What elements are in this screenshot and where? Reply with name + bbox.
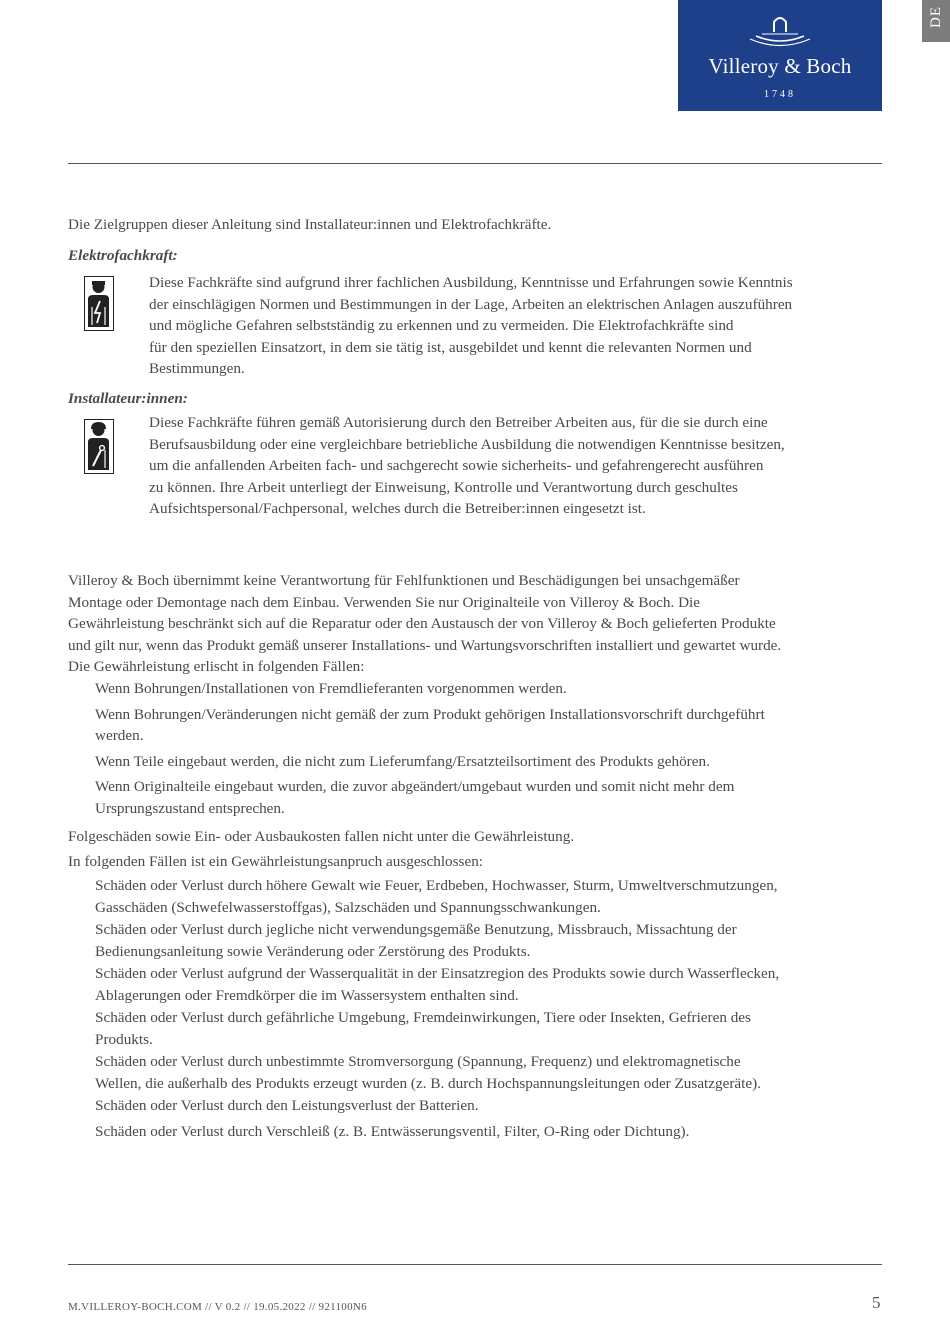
text-line: und gilt nur, wenn das Produkt gemäß unserer Installations- und Wartungsvorschriften installiert und gewartet wurde.: [68, 636, 782, 654]
language-label: DE: [928, 6, 944, 28]
text-line: Schäden oder Verlust durch den Leistungsverlust der Batterien.: [95, 1097, 479, 1114]
footer-text: M.VILLEROY-BOCH.COM // V 0.2 // 19.05.2022 // 921100N6: [68, 1301, 367, 1313]
text-line: Schäden oder Verlust durch höhere Gewalt wie Feuer, Erdbeben, Hochwasser, Sturm, Umweltverschmutzungen,: [95, 877, 778, 894]
intro-text: Die Zielgruppen dieser Anleitung sind Installateur:innen und Elektrofachkräfte.: [68, 216, 552, 233]
brand-logo: [678, 0, 882, 111]
text-line: Schäden oder Verlust durch jegliche nicht verwendungsgemäße Benutzung, Missbrauch, Missachtung der: [95, 921, 737, 938]
brand-year: 1748: [764, 89, 796, 100]
warranty-paragraph: [68, 570, 882, 678]
consequential-text: Folgeschäden sowie Ein- oder Ausbaukosten fallen nicht unter die Gewährleistung.: [68, 828, 575, 845]
text-line: der einschlägigen Normen und Bestimmungen in der Lage, Arbeiten an elektrischen Anlagen auszuführen: [149, 295, 793, 313]
text-line: Schäden oder Verlust aufgrund der Wasserqualität in der Einsatzregion des Produkts sowie durch Wasserflecken,: [95, 965, 780, 982]
text-line: zu können. Ihre Arbeit unterliegt der Einweisung, Kontrolle und Verantwortung durch geschultes: [149, 478, 738, 496]
text-line: für den speziellen Einsatzort, in dem sie tätig ist, ausgebildet und kennt die relevanten Normen und: [149, 338, 752, 356]
text-line: Gewährleistung beschränkt sich auf die Reparatur oder den Austausch der von Villeroy & Boch gelieferten Produkte: [68, 615, 776, 632]
footer-divider: [68, 1264, 882, 1265]
text-line: Villeroy & Boch übernimmt keine Verantwortung für Fehlfunktionen und Beschädigungen bei unsachgemäßer: [68, 572, 740, 589]
list-item: [95, 875, 885, 918]
text-line: Die Gewährleistung erlischt in folgenden Fällen:: [68, 658, 365, 675]
text-line: Wenn Bohrungen/Veränderungen nicht gemäß der zum Produkt gehörigen Installationsvorschrift durchgeführt: [95, 705, 765, 723]
brand-name: Villeroy & Boch: [708, 54, 852, 78]
fountain-logo-icon: [748, 12, 812, 54]
list-item: [95, 1121, 885, 1143]
list-item: [95, 1095, 885, 1117]
header-divider: [68, 163, 882, 164]
list-item: [95, 678, 885, 700]
electrician-icon: [84, 276, 114, 331]
role-description-installer: [149, 412, 884, 520]
text-line: um die anfallenden Arbeiten fach- und sachgerecht sowie sicherheits- und gefahrengerecht ausführen: [149, 457, 764, 474]
text-line: Montage oder Demontage nach dem Einbau. Verwenden Sie nur Originalteile von Villeroy & Boch. Die: [68, 593, 701, 611]
text-line: Produkts.: [95, 1030, 153, 1048]
text-line: Aufsichtspersonal/Fachpersonal, welches durch die Betreiber:innen eingesetzt ist.: [149, 500, 646, 517]
warranty-void-list: [95, 678, 885, 819]
text-line: Ursprungszustand entsprechen.: [95, 799, 285, 817]
warranty-excluded-list: [95, 875, 885, 1142]
text-line: Berufsausbildung oder eine vergleichbare betriebliche Ausbildung die notwendigen Kenntnisse besitzen,: [149, 435, 785, 453]
list-item: [95, 776, 885, 819]
list-item: [95, 1007, 885, 1050]
text-line: Bestimmungen.: [149, 360, 245, 377]
excluded-intro: In folgenden Fällen ist ein Gewährleistungsanpruch ausgeschlossen:: [68, 853, 484, 870]
text-line: Wellen, die außerhalb des Produkts erzeugt wurden (z. B. durch Hochspannungsleitungen oder Zusatzgeräte).: [95, 1074, 761, 1092]
installer-icon: [84, 419, 114, 474]
text-line: und mögliche Gefahren selbstständig zu erkennen und zu vermeiden. Die Elektrofachkräfte sind: [149, 317, 734, 334]
text-line: Gasschäden (Schwefelwasserstoffgas), Salzschäden und Spannungsschwankungen.: [95, 898, 601, 916]
text-line: Schäden oder Verlust durch gefährliche Umgebung, Fremdeinwirkungen, Tiere oder Insekten, Gefrieren des: [95, 1009, 751, 1026]
role-heading-installer: Installateur:innen:: [68, 390, 188, 407]
role-description-electrician: [149, 272, 884, 380]
text-line: Diese Fachkräfte führen gemäß Autorisierung durch den Betreiber Arbeiten aus, für die sie durch eine: [149, 414, 768, 431]
role-heading-electrician: Elektrofachkraft:: [68, 247, 178, 264]
list-item: [95, 963, 885, 1006]
text-line: Diese Fachkräfte sind aufgrund ihrer fachlichen Ausbildung, Kenntnisse und Erfahrungen sowie Kenntnis: [149, 274, 793, 291]
text-line: Schäden oder Verlust durch unbestimmte Stromversorgung (Spannung, Frequenz) und elektromagnetische: [95, 1053, 741, 1070]
list-item: [95, 919, 885, 962]
text-line: Ablagerungen oder Fremdkörper die im Wassersystem enthalten sind.: [95, 986, 519, 1004]
text-line: Wenn Teile eingebaut werden, die nicht zum Lieferumfang/Ersatzteilsortiment des Produkts gehören.: [95, 752, 710, 770]
list-item: [95, 1051, 885, 1094]
list-item: [95, 751, 885, 773]
page-number: 5: [872, 1293, 881, 1312]
text-line: Bedienungsanleitung sowie Veränderung oder Zerstörung des Produkts.: [95, 942, 531, 960]
text-line: Wenn Originalteile eingebaut wurden, die zuvor abgeändert/umgebaut wurden und somit nicht mehr dem: [95, 778, 735, 795]
text-line: Schäden oder Verlust durch Verschleiß (z. B. Entwässerungsventil, Filter, O-Ring oder Dichtung).: [95, 1122, 690, 1140]
language-tab[interactable]: [922, 0, 950, 42]
text-line: Wenn Bohrungen/Installationen von Fremdlieferanten vorgenommen werden.: [95, 680, 567, 697]
text-line: werden.: [95, 727, 144, 744]
list-item: [95, 704, 885, 747]
